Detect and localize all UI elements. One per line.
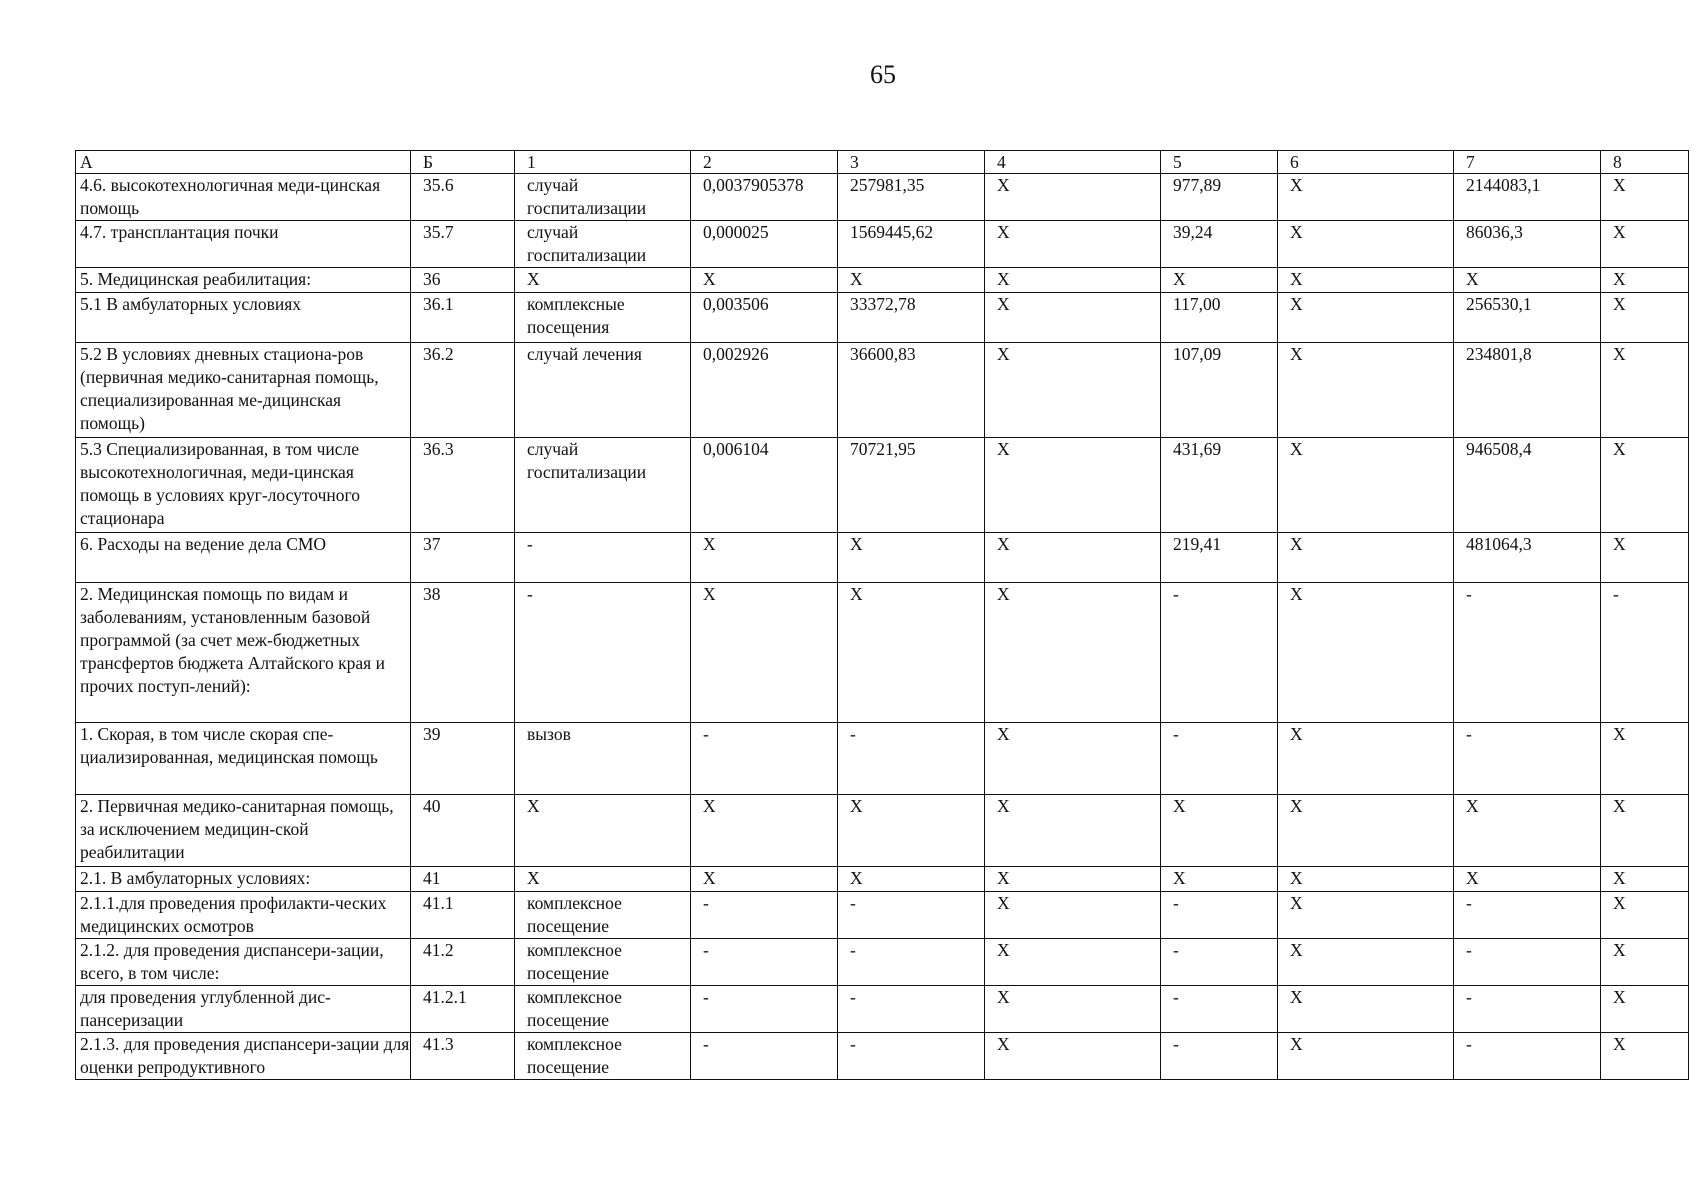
table-cell: - xyxy=(515,533,691,583)
table-cell: случай лечения xyxy=(515,343,691,438)
table-cell: Х xyxy=(985,986,1161,1033)
table-cell: 0,002926 xyxy=(691,343,838,438)
table-header-cell: 1 xyxy=(515,151,691,174)
table-cell: - xyxy=(838,986,985,1033)
table-cell: 481064,3 xyxy=(1454,533,1601,583)
table-cell: - xyxy=(515,583,691,723)
page-number: 65 xyxy=(870,60,896,89)
table-cell: 0,0037905378 xyxy=(691,174,838,221)
table-cell: 117,00 xyxy=(1161,293,1278,343)
table-cell: 35.7 xyxy=(411,221,515,268)
table-row xyxy=(76,174,1689,221)
table-cell: 41.2 xyxy=(411,939,515,986)
table-cell: - xyxy=(691,1033,838,1080)
table-cell: - xyxy=(1601,583,1689,723)
table-cell: - xyxy=(1161,939,1278,986)
row-label-cell: 5.1 В амбулаторных условиях xyxy=(76,293,411,343)
table-cell: - xyxy=(1161,986,1278,1033)
table-cell: 37 xyxy=(411,533,515,583)
table-cell: Х xyxy=(1601,723,1689,795)
table-header-cell: 7 xyxy=(1454,151,1601,174)
table-cell: 36600,83 xyxy=(838,343,985,438)
table-cell: Х xyxy=(1278,892,1454,939)
table-cell: Х xyxy=(985,867,1161,892)
table-header-cell: 6 xyxy=(1278,151,1454,174)
table-cell: Х xyxy=(1454,795,1601,867)
table-cell: Х xyxy=(515,268,691,293)
table-cell: - xyxy=(1454,986,1601,1033)
table-cell: 36.2 xyxy=(411,343,515,438)
table-cell: Х xyxy=(691,867,838,892)
row-label-cell: 5. Медицинская реабилитация: xyxy=(76,268,411,293)
table-cell: Х xyxy=(1601,438,1689,533)
table-cell: Х xyxy=(1601,1033,1689,1080)
table-cell: Х xyxy=(1601,533,1689,583)
table-cell: 0,003506 xyxy=(691,293,838,343)
table-cell: Х xyxy=(1278,533,1454,583)
table-cell: Х xyxy=(985,795,1161,867)
table-header-row xyxy=(76,151,1689,174)
table-cell: 107,09 xyxy=(1161,343,1278,438)
table-cell: Х xyxy=(1601,939,1689,986)
table-cell: Х xyxy=(1601,343,1689,438)
table-cell: Х xyxy=(515,867,691,892)
table-cell: - xyxy=(1161,1033,1278,1080)
table-cell: 41.3 xyxy=(411,1033,515,1080)
table-cell: Х xyxy=(985,1033,1161,1080)
row-label-cell: 1. Скорая, в том числе скорая спе-циализированная, медицинская помощь xyxy=(76,723,411,795)
table-cell: 234801,8 xyxy=(1454,343,1601,438)
table-cell: 0,000025 xyxy=(691,221,838,268)
table-cell: - xyxy=(1161,583,1278,723)
table-cell: Х xyxy=(985,268,1161,293)
table-cell: Х xyxy=(1601,892,1689,939)
table-header-cell: А xyxy=(76,151,411,174)
table-cell: 977,89 xyxy=(1161,174,1278,221)
table-cell: Х xyxy=(1278,939,1454,986)
table-cell: Х xyxy=(1278,723,1454,795)
table-cell: случай госпитализации xyxy=(515,174,691,221)
table-cell: Х xyxy=(1161,795,1278,867)
table-cell: 39 xyxy=(411,723,515,795)
table-cell: 946508,4 xyxy=(1454,438,1601,533)
table-cell: 41 xyxy=(411,867,515,892)
table-cell: - xyxy=(691,939,838,986)
row-label-cell: 2.1. В амбулаторных условиях: xyxy=(76,867,411,892)
table-row xyxy=(76,986,1689,1033)
table-cell: - xyxy=(1454,892,1601,939)
table-cell: Х xyxy=(1278,1033,1454,1080)
table-cell: Х xyxy=(1278,438,1454,533)
table-cell: 2144083,1 xyxy=(1454,174,1601,221)
table-cell: 70721,95 xyxy=(838,438,985,533)
table-cell: Х xyxy=(1278,221,1454,268)
table-cell: Х xyxy=(985,438,1161,533)
table-cell: Х xyxy=(985,583,1161,723)
table-cell: Х xyxy=(1601,795,1689,867)
row-label-cell: 2. Медицинская помощь по видам и заболеваниям, установленным базовой программой (за счет меж-бюджетных трансфертов бюджета Алтайского края и прочих поступ-лений): xyxy=(76,583,411,723)
table-cell: Х xyxy=(985,221,1161,268)
table-cell: - xyxy=(838,892,985,939)
table-cell: Х xyxy=(985,293,1161,343)
table-cell: случай госпитализации xyxy=(515,438,691,533)
table-cell: Х xyxy=(1454,268,1601,293)
table-cell: 39,24 xyxy=(1161,221,1278,268)
table-cell: 36.3 xyxy=(411,438,515,533)
row-label-cell: для проведения углубленной дис-пансеризации xyxy=(76,986,411,1033)
table-cell: 41.1 xyxy=(411,892,515,939)
row-label-cell: 2.1.3. для проведения диспансери-зации для оценки репродуктивного xyxy=(76,1033,411,1080)
table-cell: - xyxy=(838,723,985,795)
table-cell: Х xyxy=(1601,986,1689,1033)
table-row xyxy=(76,293,1689,343)
table-header-cell: 5 xyxy=(1161,151,1278,174)
table-row xyxy=(76,221,1689,268)
table-cell: 86036,3 xyxy=(1454,221,1601,268)
table-row xyxy=(76,1033,1689,1080)
table-cell: Х xyxy=(1278,343,1454,438)
table-cell: Х xyxy=(1601,268,1689,293)
row-label-cell: 2. Первичная медико-санитарная помощь, за исключением медицин-ской реабилитации xyxy=(76,795,411,867)
table-cell: 36 xyxy=(411,268,515,293)
table-row xyxy=(76,533,1689,583)
table-cell: комплексное посещение xyxy=(515,1033,691,1080)
table-cell: 256530,1 xyxy=(1454,293,1601,343)
table-cell: Х xyxy=(691,583,838,723)
table-cell: Х xyxy=(1161,867,1278,892)
table-cell: 33372,78 xyxy=(838,293,985,343)
table-cell: - xyxy=(838,1033,985,1080)
row-label-cell: 5.2 В условиях дневных стациона-ров (первичная медико-санитарная помощь, специализированная ме-дицинская помощь) xyxy=(76,343,411,438)
table-row xyxy=(76,892,1689,939)
table-cell: Х xyxy=(1601,221,1689,268)
table-cell: - xyxy=(691,723,838,795)
table-cell: 1569445,62 xyxy=(838,221,985,268)
table-cell: Х xyxy=(1278,795,1454,867)
row-label-cell: 5.3 Специализированная, в том числе высокотехнологичная, меди-цинская помощь в условиях круг-лосуточного стационара xyxy=(76,438,411,533)
table-cell: Х xyxy=(1278,268,1454,293)
table-cell: комплексное посещение xyxy=(515,939,691,986)
table-cell: Х xyxy=(838,867,985,892)
table-cell: вызов xyxy=(515,723,691,795)
table-cell: - xyxy=(838,939,985,986)
table-cell: комплексное посещение xyxy=(515,892,691,939)
row-label-cell: 2.1.2. для проведения диспансери-зации, всего, в том числе: xyxy=(76,939,411,986)
table-cell: Х xyxy=(985,343,1161,438)
table-row xyxy=(76,268,1689,293)
table-cell: Х xyxy=(985,174,1161,221)
table-header-cell: 8 xyxy=(1601,151,1689,174)
table-cell: Х xyxy=(985,939,1161,986)
table-cell: Х xyxy=(1278,867,1454,892)
table-cell: Х xyxy=(985,723,1161,795)
row-label-cell: 2.1.1.для проведения профилакти-ческих медицинских осмотров xyxy=(76,892,411,939)
table-cell: Х xyxy=(1601,293,1689,343)
row-label-cell: 4.6. высокотехнологичная меди-цинская помощь xyxy=(76,174,411,221)
table-cell: комплексные посещения xyxy=(515,293,691,343)
data-table xyxy=(75,150,1689,1080)
table-cell: 38 xyxy=(411,583,515,723)
table-cell: Х xyxy=(838,533,985,583)
table-cell: Х xyxy=(1278,293,1454,343)
table-cell: Х xyxy=(985,533,1161,583)
table-cell: случай госпитализации xyxy=(515,221,691,268)
table-cell: - xyxy=(1454,583,1601,723)
table-cell: комплексное посещение xyxy=(515,986,691,1033)
table-header-cell: 2 xyxy=(691,151,838,174)
row-label-cell: 4.7. трансплантация почки xyxy=(76,221,411,268)
table-cell: 431,69 xyxy=(1161,438,1278,533)
table-cell: Х xyxy=(838,583,985,723)
table-cell: Х xyxy=(1601,174,1689,221)
table-cell: Х xyxy=(1161,268,1278,293)
table-cell: - xyxy=(1454,723,1601,795)
table-cell: Х xyxy=(515,795,691,867)
table-row xyxy=(76,583,1689,723)
table-cell: 36.1 xyxy=(411,293,515,343)
table-row xyxy=(76,939,1689,986)
table-cell: 257981,35 xyxy=(838,174,985,221)
table-cell: 0,006104 xyxy=(691,438,838,533)
row-label-cell: 6. Расходы на ведение дела СМО xyxy=(76,533,411,583)
table-cell: 40 xyxy=(411,795,515,867)
table-header-cell: 3 xyxy=(838,151,985,174)
table-cell: Х xyxy=(1278,583,1454,723)
table-cell: Х xyxy=(691,268,838,293)
table-cell: - xyxy=(1454,1033,1601,1080)
table-cell: Х xyxy=(985,892,1161,939)
table-cell: - xyxy=(691,892,838,939)
table-cell: - xyxy=(1161,892,1278,939)
table-cell: 41.2.1 xyxy=(411,986,515,1033)
table-cell: Х xyxy=(1278,174,1454,221)
table-header-cell: Б xyxy=(411,151,515,174)
table-cell: - xyxy=(691,986,838,1033)
table-cell: Х xyxy=(1601,867,1689,892)
table-cell: Х xyxy=(838,795,985,867)
table-cell: Х xyxy=(1454,867,1601,892)
table-cell: - xyxy=(1454,939,1601,986)
table-cell: Х xyxy=(691,795,838,867)
table-cell: 35.6 xyxy=(411,174,515,221)
table-cell: Х xyxy=(691,533,838,583)
table-cell: Х xyxy=(1278,986,1454,1033)
table-cell: - xyxy=(1161,723,1278,795)
table-header-cell: 4 xyxy=(985,151,1161,174)
table-row xyxy=(76,438,1689,533)
table-cell: 219,41 xyxy=(1161,533,1278,583)
table-row xyxy=(76,343,1689,438)
table-row xyxy=(76,795,1689,867)
table-row xyxy=(76,723,1689,795)
table-cell: Х xyxy=(838,268,985,293)
table-row xyxy=(76,867,1689,892)
